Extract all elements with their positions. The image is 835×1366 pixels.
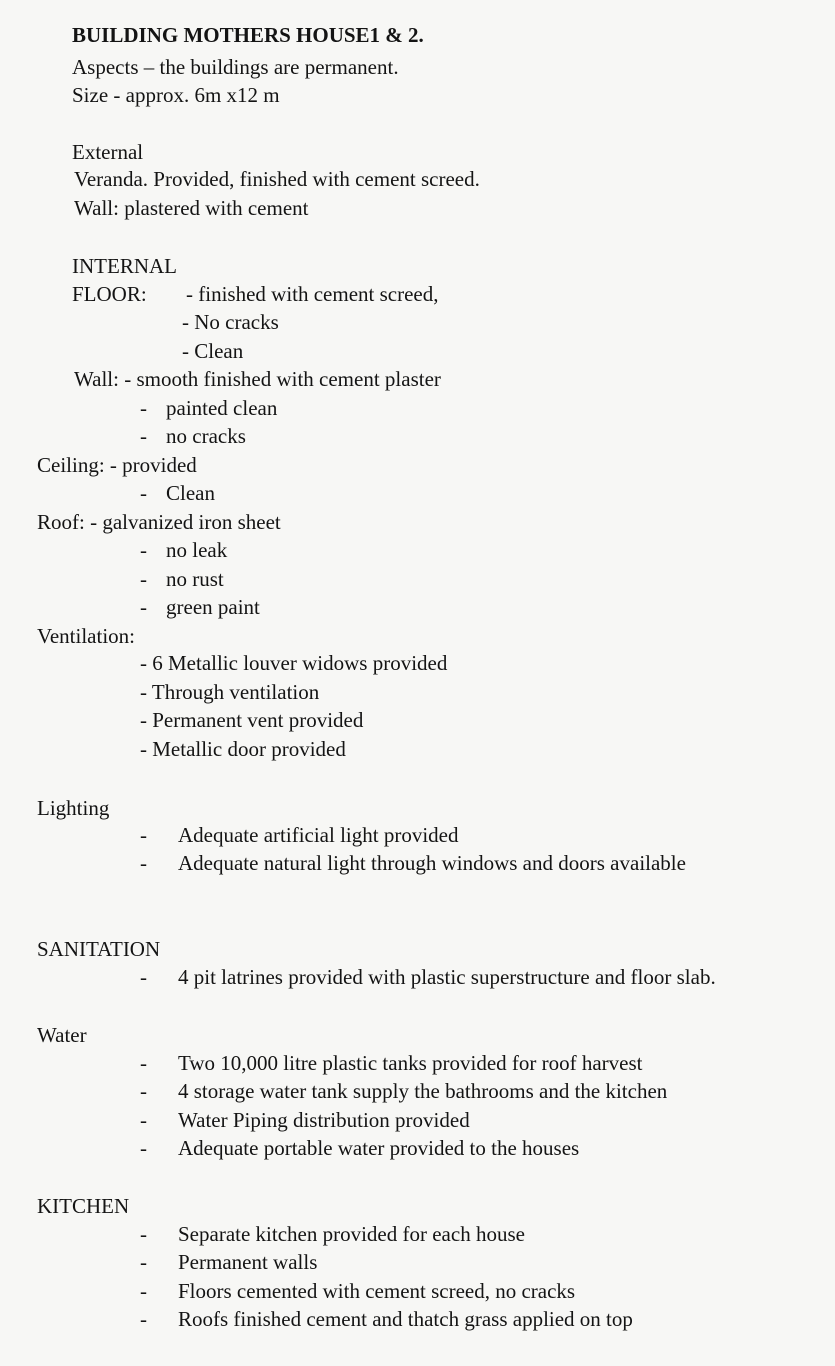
ventilation-heading: Ventilation: bbox=[37, 624, 135, 648]
wall-item: - no cracks bbox=[140, 424, 246, 448]
floor-item: - finished with cement screed, bbox=[186, 282, 439, 306]
floor-item: - Clean bbox=[182, 339, 244, 363]
aspects-line: Aspects – the buildings are permanent. bbox=[72, 55, 399, 79]
document-title: BUILDING MOTHERS HOUSE1 & 2. bbox=[72, 23, 424, 47]
water-heading: Water bbox=[37, 1023, 87, 1047]
external-heading: External bbox=[72, 140, 144, 164]
ceiling-item: - Clean bbox=[140, 481, 215, 505]
ventilation-item: - Permanent vent provided bbox=[140, 708, 364, 732]
water-item: - Two 10,000 litre plastic tanks provided for roof harvest bbox=[140, 1051, 643, 1075]
lighting-item: - Adequate natural light through windows and doors available bbox=[140, 851, 686, 875]
ventilation-item: - Metallic door provided bbox=[140, 737, 346, 761]
size-line: Size - approx. 6m x12 m bbox=[72, 83, 280, 107]
kitchen-item: - Floors cemented with cement screed, no cracks bbox=[140, 1279, 576, 1303]
ceiling-line: Ceiling: - provided bbox=[37, 453, 197, 477]
ventilation-item: - 6 Metallic louver widows provided bbox=[140, 651, 448, 675]
kitchen-heading: KITCHEN bbox=[37, 1194, 130, 1218]
roof-item: - no leak bbox=[140, 538, 228, 562]
kitchen-item: - Separate kitchen provided for each house bbox=[140, 1222, 525, 1246]
water-item: - Adequate portable water provided to the houses bbox=[140, 1136, 580, 1160]
sanitation-item: - 4 pit latrines provided with plastic superstructure and floor slab. bbox=[140, 965, 716, 989]
roof-item: - green paint bbox=[140, 595, 260, 619]
wall-item: - painted clean bbox=[140, 396, 278, 420]
veranda-line: Veranda. Provided, finished with cement screed. bbox=[74, 167, 480, 191]
kitchen-item: - Permanent walls bbox=[140, 1250, 318, 1274]
floor-label: FLOOR: bbox=[72, 282, 147, 306]
roof-line: Roof: - galvanized iron sheet bbox=[37, 510, 281, 534]
sanitation-heading: SANITATION bbox=[37, 937, 161, 961]
lighting-item: - Adequate artificial light provided bbox=[140, 823, 459, 847]
external-wall-line: Wall: plastered with cement bbox=[74, 196, 309, 220]
internal-heading: INTERNAL bbox=[72, 254, 177, 278]
kitchen-item: - Roofs finished cement and thatch grass applied on top bbox=[140, 1307, 633, 1331]
internal-wall-line: Wall: - smooth finished with cement plaster bbox=[74, 367, 441, 391]
roof-item: - no rust bbox=[140, 567, 224, 591]
floor-item: - No cracks bbox=[182, 310, 279, 334]
lighting-heading: Lighting bbox=[37, 796, 110, 820]
water-item: - Water Piping distribution provided bbox=[140, 1108, 470, 1132]
ventilation-item: - Through ventilation bbox=[140, 680, 320, 704]
water-item: - 4 storage water tank supply the bathrooms and the kitchen bbox=[140, 1079, 668, 1103]
